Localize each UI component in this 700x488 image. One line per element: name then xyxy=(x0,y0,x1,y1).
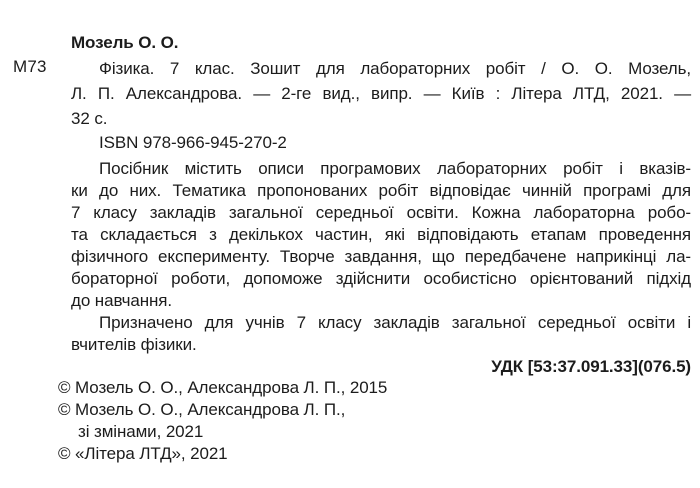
annotation-line: та складається з декількох частин, які відповідають етапам проведення xyxy=(71,225,691,244)
annotation-paragraph xyxy=(71,158,691,312)
audience-paragraph xyxy=(71,312,691,356)
isbn: ISBN 978-966-945-270-2 xyxy=(99,133,287,152)
annotation-line: Посібник містить описи програмових лабораторних робіт і вказів- xyxy=(99,159,691,178)
copyright-line: © «Літера ЛТД», 2021 xyxy=(58,444,228,463)
author-heading: Мозель О. О. xyxy=(71,33,179,52)
annotation-line: бораторної роботи, допоможе здійснити особистісно орієнтований підхід xyxy=(71,269,691,288)
annotation-line: ки до них. Тематика пропонованих робіт відповідає чинній програмі для xyxy=(71,181,691,200)
copyright-line: зі змінами, 2021 xyxy=(78,422,204,441)
bibliographic-line: Фізика. 7 клас. Зошит для лабораторних робіт / О. О. Мозель, xyxy=(99,59,691,78)
udc-code: УДК [53:37.091.33](076.5) xyxy=(491,357,691,376)
main-text-block xyxy=(71,30,691,378)
bibliographic-line: Л. П. Александрова. — 2-ге вид., випр. — Київ : Літера ЛТД, 2021. — xyxy=(71,84,691,103)
copyright-block xyxy=(58,377,387,465)
copyright-line: © Мозель О. О., Александрова Л. П., xyxy=(58,400,346,419)
bibliographic-line: 32 с. xyxy=(71,109,108,128)
annotation-line: до навчання. xyxy=(71,291,173,310)
annotation-line: 7 класу закладів загальної середньої освіти. Кожна лабораторна робо- xyxy=(71,203,691,222)
annotation-line: фізичного експерименту. Творче завдання, що передбачене наприкінці ла- xyxy=(71,247,691,266)
copyright-line: © Мозель О. О., Александрова Л. П., 2015 xyxy=(58,378,388,397)
classification-code: М73 xyxy=(13,57,47,76)
audience-line: вчителів фізики. xyxy=(71,335,197,354)
audience-line: Призначено для учнів 7 класу закладів загальної середньої освіти і xyxy=(99,313,691,332)
